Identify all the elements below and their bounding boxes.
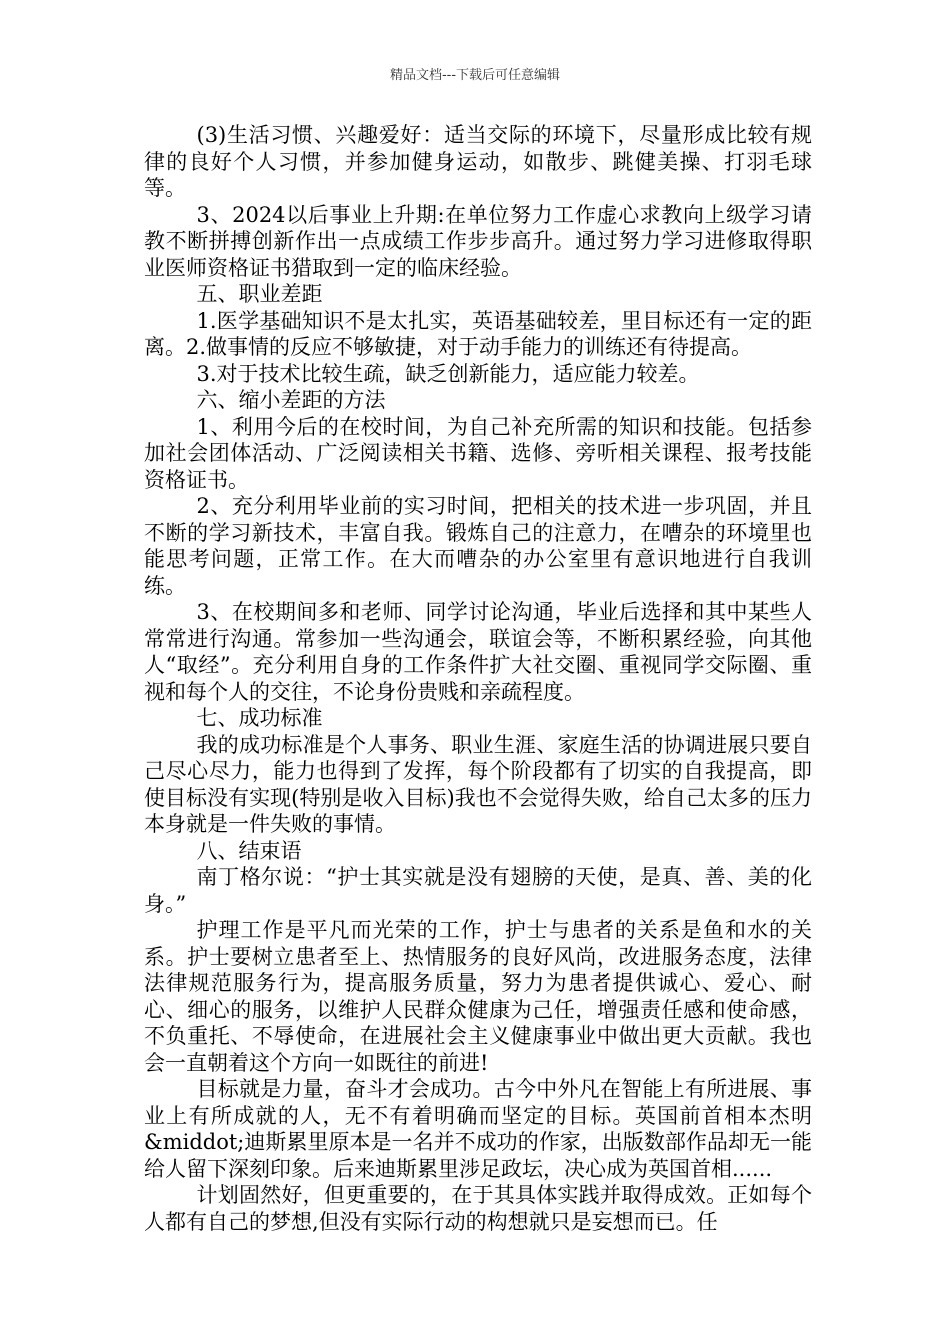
paragraph: 2、充分利用毕业前的实习时间，把相关的技术进一步巩固，并且不断的学习新技术，丰富自我。锻炼自己的注意力，在嘈杂的环境里也能思考问题，正常工作。在大而嘈杂的办公室里有意识地进行自我训练。	[144, 494, 812, 598]
paragraph: 我的成功标准是个人事务、职业生涯、家庭生活的协调进展只要自己尽心尽力，能力也得到了发挥，每个阶段都有了切实的自我提高，即使目标没有实现(特别是收入目标)我也不会觉得失败，给自己太多的压力本身就是一件失败的事情。	[144, 732, 812, 836]
section-heading: 八、结束语	[196, 838, 302, 863]
page-header: 精品文档---下载后可任意编辑	[389, 68, 561, 83]
paragraph: 南丁格尔说：“护士其实就是没有翅膀的天使，是真、善、美的化身。”	[144, 865, 812, 916]
section-heading: 七、成功标准	[196, 706, 323, 730]
paragraph: (3)生活习惯、兴趣爱好：适当交际的环境下，尽量形成比较有规律的良好个人习惯，并参加健身运动，如散步、跳健美操、打羽毛球等。	[144, 123, 812, 200]
paragraph: 1.医学基础知识不是太扎实，英语基础较差，里目标还有一定的距离。2.做事情的反应不够敏捷，对于动手能力的训练还有待提高。	[144, 308, 812, 359]
section-heading: 六、缩小差距的方法	[196, 388, 386, 412]
paragraph: 1、利用今后的在校时间，为自己补充所需的知识和技能。包括参加社会团体活动、广泛阅读相关书籍、选修、旁听相关课程、报考技能资格证书。	[144, 414, 812, 492]
document-body	[144, 122, 812, 1235]
paragraph: 计划固然好，但更重要的，在于其具体实践并取得成效。正如每个人都有自己的梦想,但没有实际行动的构想就只是妄想而已。任	[144, 1183, 812, 1234]
paragraph: 3、2024以后事业上升期:在单位努力工作虚心求教向上级学习请教不断拼搏创新作出一点成绩工作步步高升。通过努力学习进修取得职业医师资格证书猎取到一定的临床经验。	[144, 202, 812, 280]
paragraph: 3.对于技术比较生疏，缺乏创新能力，适应能力较差。	[196, 361, 700, 386]
paragraph: 3、在校期间多和老师、同学讨论沟通，毕业后选择和其中某些人常常进行沟通。常参加一些沟通会，联谊会等，不断积累经验，向其他人“取经”。充分利用自身的工作条件扩大社交圈、重视同学交际圈、重视和每个人的交往，不论身份贵贱和亲疏程度。	[144, 600, 812, 704]
paragraph: 护理工作是平凡而光荣的工作，护士与患者的关系是鱼和水的关系。护士要树立患者至上、热情服务的良好风尚，改进服务态度，法律法律规范服务行为，提高服务质量，努力为患者提供诚心、爱心、耐心、细心的服务，以维护人民群众健康为己任，增强责任感和使命感，不负重托、不辱使命，在进展社会主义健康事业中做出更大贡献。我也会一直朝着这个方向一如既往的前进!	[144, 918, 812, 1075]
section-heading: 五、职业差距	[196, 282, 323, 306]
paragraph: 目标就是力量，奋斗才会成功。古今中外凡在智能上有所进展、事业上有所成就的人，无不有着明确而坚定的目标。英国前首相本杰明&middot;迪斯累里原本是一名并不成功的作家，出版数部作品却无一能给人留下深刻印象。后来迪斯累里涉足政坛，决心成为英国首相......	[144, 1077, 812, 1181]
